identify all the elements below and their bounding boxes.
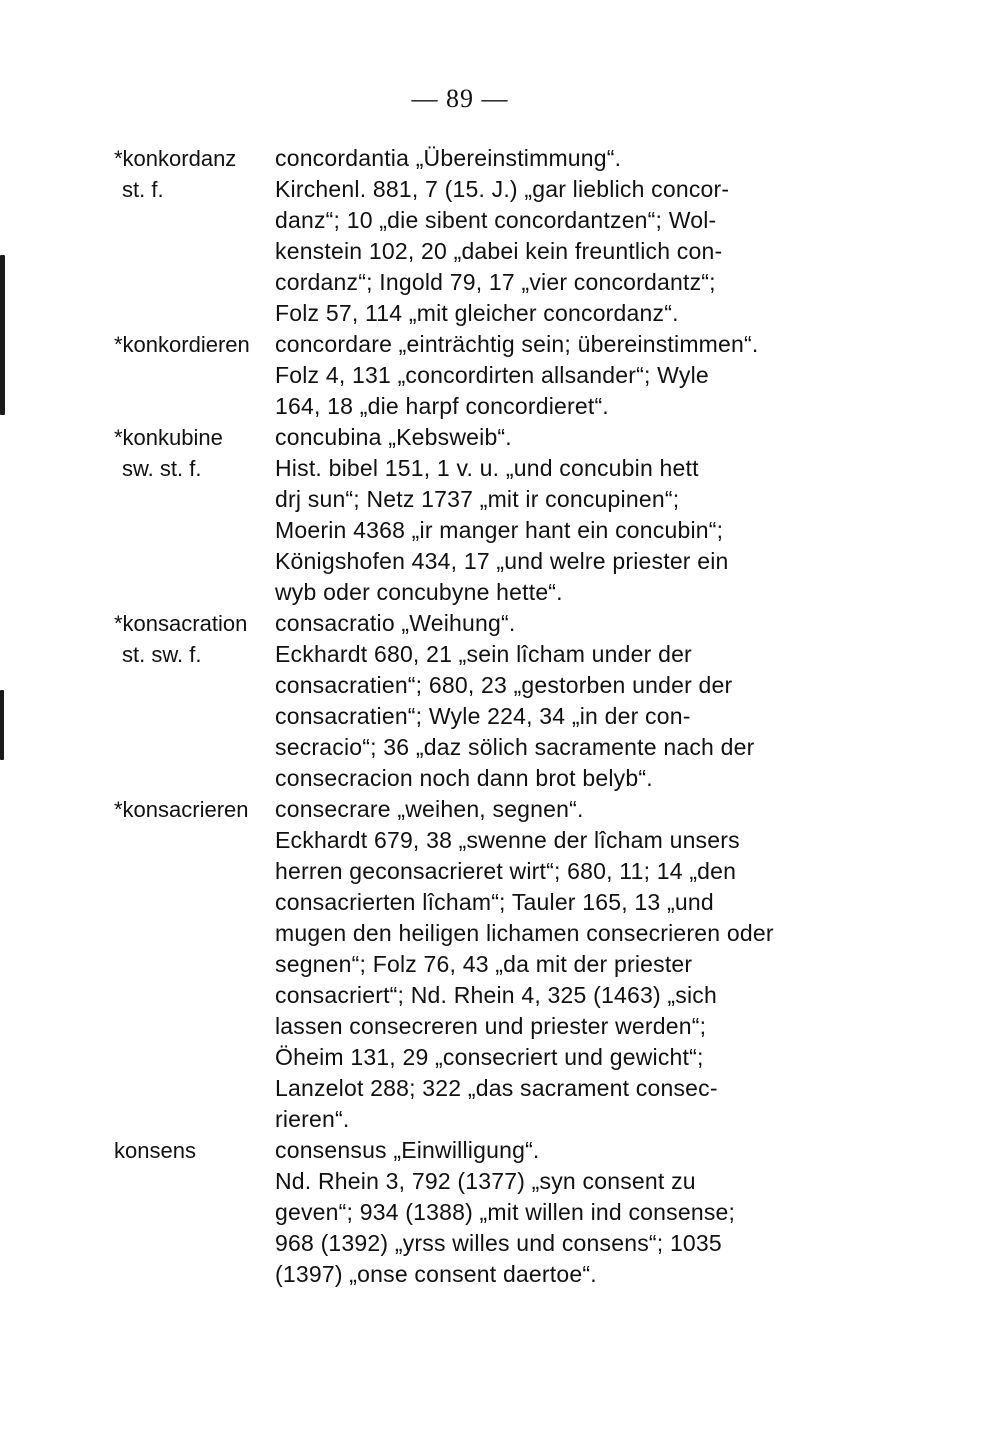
dictionary-entry (114, 794, 814, 1135)
entry-line (114, 329, 814, 360)
entry-line (114, 236, 814, 267)
citation-text: Eckhardt 680, 21 „sein lîcham under der (275, 641, 692, 667)
citation-text: consacratien“; 680, 23 „gestorben under der (275, 672, 733, 698)
grammar-label (114, 670, 275, 701)
definition: concubina „Kebsweib“. (275, 424, 512, 450)
headword: *konkubine (114, 425, 223, 450)
citation-text: Nd. Rhein 3, 792 (1377) „syn consent zu (275, 1168, 696, 1194)
entry-line (114, 267, 814, 298)
entry-line (114, 918, 814, 949)
scan-edge-mark-top (0, 255, 5, 415)
grammar-label (114, 1104, 275, 1135)
entry-line (114, 980, 814, 1011)
grammar-label (114, 1259, 275, 1290)
grammar-label (114, 732, 275, 763)
grammar-label (114, 825, 275, 856)
definition: consecrare „weihen, segnen“. (275, 796, 584, 822)
entry-line (114, 1042, 814, 1073)
entry-line (114, 639, 814, 670)
citation-text: consecracion noch dann brot belyb“. (275, 765, 653, 791)
grammar-label (114, 980, 275, 1011)
grammar-label (114, 298, 275, 329)
citation-text: Kirchenl. 881, 7 (15. J.) „gar lieblich concor- (275, 176, 730, 202)
entry-line (114, 701, 814, 732)
citation-text: mugen den heiligen lichamen consecrieren oder (275, 920, 774, 946)
citation-text: rieren“. (275, 1106, 350, 1132)
citation-text: cordanz“; Ingold 79, 17 „vier concordantz“; (275, 269, 716, 295)
entry-line (114, 1073, 814, 1104)
citation-text: consacrierten lîcham“; Tauler 165, 13 „und (275, 889, 714, 915)
citation-text: kenstein 102, 20 „dabei kein freuntlich con- (275, 238, 723, 264)
dictionary-entry (114, 608, 814, 794)
entry-line (114, 1135, 814, 1166)
grammar-label (114, 391, 275, 422)
citation-text: Folz 57, 114 „mit gleicher concordanz“. (275, 300, 679, 326)
grammar-label (114, 949, 275, 980)
entry-line (114, 546, 814, 577)
dictionary-entry (114, 329, 814, 422)
grammar-label (114, 205, 275, 236)
definition: consensus „Einwilligung“. (275, 1137, 540, 1163)
entry-line (114, 1011, 814, 1042)
entry-line (114, 391, 814, 422)
dictionary-entry (114, 1135, 814, 1290)
dictionary-entries (114, 143, 814, 1290)
grammar-label (114, 856, 275, 887)
grammar-label (114, 1011, 275, 1042)
entry-line (114, 1166, 814, 1197)
entry-line (114, 732, 814, 763)
citation-text: 968 (1392) „yrss willes und consens“; 1035 (275, 1230, 722, 1256)
definition: concordantia „Übereinstimmung“. (275, 145, 622, 171)
entry-line (114, 887, 814, 918)
grammar-label: sw. st. f. (122, 456, 202, 481)
entry-line (114, 1228, 814, 1259)
citation-text: consacriert“; Nd. Rhein 4, 325 (1463) „sich (275, 982, 717, 1008)
citation-text: Königshofen 434, 17 „und welre priester ein (275, 548, 729, 574)
definition: consacratio „Weihung“. (275, 610, 516, 636)
scan-edge-mark-bottom (0, 690, 4, 760)
entry-line (114, 670, 814, 701)
citation-text: consacratien“; Wyle 224, 34 „in der con- (275, 703, 691, 729)
entry-line (114, 794, 814, 825)
entry-line (114, 1104, 814, 1135)
entry-line (114, 422, 814, 453)
definition: concordare „einträchtig sein; übereinstimmen“. (275, 331, 759, 357)
citation-text: (1397) „onse consent daertoe“. (275, 1261, 597, 1287)
entry-line (114, 453, 814, 484)
citation-text: Lanzelot 288; 322 „das sacrament consec- (275, 1075, 718, 1101)
page-number: — 89 — (411, 84, 509, 113)
grammar-label (114, 918, 275, 949)
grammar-label (114, 577, 275, 608)
headword: *konkordieren (114, 332, 250, 357)
citation-text: Folz 4, 131 „concordirten allsander“; Wyle (275, 362, 709, 388)
entry-line (114, 949, 814, 980)
dictionary-entry (114, 422, 814, 608)
grammar-label (114, 1197, 275, 1228)
grammar-label (114, 515, 275, 546)
grammar-label: st. f. (122, 177, 164, 202)
grammar-label (114, 887, 275, 918)
entry-line (114, 360, 814, 391)
entry-line (114, 763, 814, 794)
grammar-label (114, 763, 275, 794)
dictionary-entry (114, 143, 814, 329)
citation-text: lassen consecreren und priester werden“; (275, 1013, 707, 1039)
citation-text: herren geconsacrieret wirt“; 680, 11; 14 „den (275, 858, 737, 884)
citation-text: wyb oder concubyne hette“. (275, 579, 563, 605)
citation-text: danz“; 10 „die sibent concordantzen“; Wol- (275, 207, 717, 233)
entry-line (114, 484, 814, 515)
entry-line (114, 515, 814, 546)
entry-line (114, 608, 814, 639)
citation-text: Moerin 4368 „ir manger hant ein concubin“; (275, 517, 724, 543)
headword: konsens (114, 1138, 196, 1163)
grammar-label: st. sw. f. (122, 642, 202, 667)
citation-text: segnen“; Folz 76, 43 „da mit der priester (275, 951, 693, 977)
citation-text: Eckhardt 679, 38 „swenne der lîcham unsers (275, 827, 740, 853)
headword: *konsacration (114, 611, 248, 636)
citation-text: geven“; 934 (1388) „mit willen ind consense; (275, 1199, 736, 1225)
grammar-label (114, 1166, 275, 1197)
entry-line (114, 825, 814, 856)
citation-text: Öheim 131, 29 „consecriert und gewicht“; (275, 1044, 704, 1070)
headword: *konkordanz (114, 146, 237, 171)
headword: *konsacrieren (114, 797, 249, 822)
entry-line (114, 1259, 814, 1290)
entry-line (114, 174, 814, 205)
grammar-label (114, 1073, 275, 1104)
citation-text: 164, 18 „die harpf concordieret“. (275, 393, 609, 419)
grammar-label (114, 701, 275, 732)
grammar-label (114, 484, 275, 515)
citation-text: secracio“; 36 „daz sölich sacramente nach der (275, 734, 755, 760)
entry-line (114, 298, 814, 329)
entry-line (114, 856, 814, 887)
citation-text: drj sun“; Netz 1737 „mit ir concupinen“; (275, 486, 680, 512)
grammar-label (114, 546, 275, 577)
grammar-label (114, 360, 275, 391)
grammar-label (114, 267, 275, 298)
grammar-label (114, 1042, 275, 1073)
grammar-label (114, 1228, 275, 1259)
entry-line (114, 143, 814, 174)
citation-text: Hist. bibel 151, 1 v. u. „und concubin hett (275, 455, 699, 481)
entry-line (114, 1197, 814, 1228)
grammar-label (114, 236, 275, 267)
entry-line (114, 205, 814, 236)
entry-line (114, 577, 814, 608)
